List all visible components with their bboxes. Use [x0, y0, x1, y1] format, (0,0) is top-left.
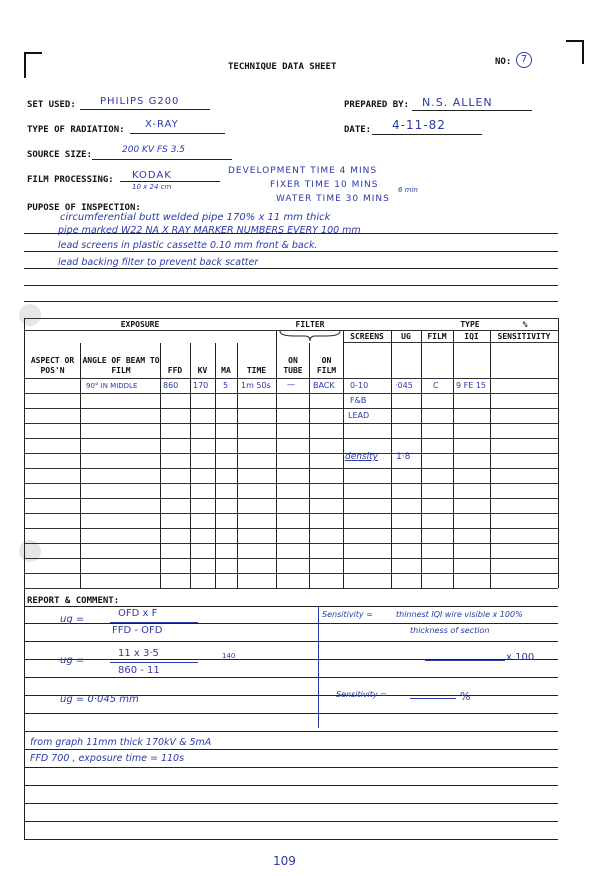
cell-iqi: 9 FE 15 — [456, 381, 487, 390]
ug1-denominator: FFD - OFD — [112, 625, 163, 636]
sens2-fraction-line — [425, 660, 505, 661]
table-col-line — [160, 343, 161, 588]
header-ug: UG — [401, 332, 411, 341]
header-exposure: EXPOSURE — [120, 320, 160, 329]
set-used-line — [80, 109, 210, 110]
ug2-prefix: ug = — [60, 655, 85, 666]
table-bottom-line — [24, 588, 558, 589]
fixer-time: FIXER TIME 10 MINS — [270, 180, 379, 190]
graph-line-1: from graph 11mm thick 170kV & 5mA — [30, 737, 212, 748]
table-col-line — [453, 330, 454, 588]
cell-density-value: 1·8 — [396, 452, 411, 462]
header-type: TYPE — [460, 320, 480, 329]
sensitivity-3-label: Sensitivity = — [336, 690, 387, 699]
film-processing-value: KODAK — [132, 170, 172, 181]
cell-screens-extra-2: LEAD — [348, 411, 370, 420]
cell-film: C — [433, 381, 439, 390]
ruled-line — [24, 749, 558, 750]
set-used-label: SET USED: — [27, 100, 76, 110]
table-col-line — [343, 330, 344, 588]
radiation-value: X-RAY — [145, 119, 179, 130]
table-row-line — [24, 438, 558, 439]
cell-angle: 90° IN MIDDLE — [86, 382, 138, 390]
purpose-line-1: circumferential butt welded pipe 170% x 11 mm thick — [60, 212, 331, 223]
filter-brace-icon — [279, 330, 341, 342]
corner-mark-top-left — [24, 52, 42, 78]
set-used-value: PHILIPS G200 — [100, 96, 180, 107]
header-on-tube: ON TUBE — [283, 356, 303, 375]
ruled-line — [24, 839, 558, 840]
date-label: DATE: — [344, 125, 372, 135]
cell-ma: 5 — [223, 381, 229, 390]
sensitivity-1-label: Sensitivity = — [322, 610, 373, 619]
table-row-line — [24, 483, 558, 484]
ruled-line — [24, 677, 558, 678]
header-angle: ANGLE OF BEAM TO FILM — [82, 356, 160, 375]
ug2-denominator: 860 - 11 — [118, 665, 160, 676]
table-row-line — [24, 498, 558, 499]
date-line — [372, 134, 482, 135]
header-ma: MA — [221, 366, 231, 375]
prepared-by-line — [412, 110, 532, 111]
cell-on-tube: — — [287, 380, 295, 389]
ug3-result: ug = 0·045 mm — [60, 694, 139, 705]
cell-time: 1m 50s — [241, 381, 271, 390]
ug2-numerator: 11 x 3·5 — [118, 648, 159, 659]
table-col-line — [237, 343, 238, 588]
ruled-line — [24, 301, 558, 302]
ruled-line — [24, 821, 558, 822]
development-time: DEVELOPMENT TIME 4 MINS — [228, 166, 378, 176]
ug1-fraction-line — [110, 622, 198, 623]
sensitivity-1-numerator: thinnest IQI wire visible x 100% — [396, 610, 523, 619]
sheet-number-value: 7 — [516, 52, 532, 68]
ruled-line — [24, 785, 558, 786]
table-col-line — [391, 330, 392, 588]
ug1-prefix: ug = — [60, 614, 85, 625]
cell-ffd: 860 — [163, 381, 179, 390]
binder-hole-top — [19, 304, 41, 326]
ruled-line — [24, 731, 558, 732]
ruled-line — [24, 251, 558, 252]
date-value: 4-11-82 — [392, 118, 446, 132]
ruled-line — [24, 641, 558, 642]
film-size: 10 x 24 cm — [132, 183, 172, 191]
ruled-line — [24, 623, 558, 624]
prepared-by-label: PREPARED BY: — [344, 100, 410, 110]
report-margin — [24, 588, 25, 840]
prepared-by-value: N.S. ALLEN — [422, 96, 493, 109]
ug2-side: 140 — [222, 652, 236, 660]
cell-screens: 0-10 — [350, 381, 369, 390]
source-size-value: 200 KV FS 3.5 — [122, 145, 186, 155]
sensitivity-2-tail: x 100 — [506, 652, 535, 663]
page-number: 109 — [273, 854, 296, 868]
header-kv: KV — [197, 366, 208, 375]
table-row-line — [24, 528, 558, 529]
cell-kv: 170 — [193, 381, 209, 390]
header-ffd: FFD — [167, 366, 183, 375]
radiation-label: TYPE OF RADIATION: — [27, 125, 125, 135]
table-col-line — [490, 330, 491, 588]
ruled-line — [24, 268, 558, 269]
ug2-fraction-line — [110, 662, 198, 663]
table-col-line — [421, 330, 422, 588]
table-row-line — [24, 468, 558, 469]
table-subhead-line — [343, 342, 558, 343]
sensitivity-3-percent: % — [460, 690, 471, 703]
header-on-film: ON FILM — [316, 356, 337, 375]
ug1-numerator: OFD x F — [118, 608, 158, 619]
ruled-line — [24, 713, 558, 714]
ruled-line — [24, 285, 558, 286]
sheet-title: TECHNIQUE DATA SHEET — [228, 62, 337, 72]
table-col-line — [309, 343, 310, 588]
header-time: TIME — [246, 366, 267, 375]
source-size-line — [92, 159, 232, 160]
cell-screens-extra-1: F&B — [350, 396, 367, 405]
ruled-line — [24, 233, 558, 234]
table-row-line — [24, 453, 558, 454]
purpose-line-2: pipe marked W22 NA X RAY MARKER NUMBERS EVERY 100 mm — [58, 225, 361, 236]
table-head-line — [24, 378, 558, 379]
table-row-line — [24, 408, 558, 409]
film-processing-label: FILM PROCESSING: — [27, 175, 114, 185]
source-size-label: SOURCE SIZE: — [27, 150, 93, 160]
header-filter: FILTER — [295, 320, 325, 329]
sensitivity-1-denominator: thickness of section — [410, 626, 490, 635]
ruled-line — [24, 606, 558, 607]
table-col-line — [558, 318, 559, 588]
table-row-line — [24, 573, 558, 574]
table-col-line — [190, 343, 191, 588]
purpose-line-4: lead backing filter to prevent back scatter — [58, 257, 259, 268]
table-col-line — [215, 343, 216, 588]
table-col-line — [276, 330, 277, 588]
header-screens: SCREENS — [350, 332, 384, 341]
radiation-line — [130, 133, 225, 134]
cell-ug: ·045 — [395, 381, 413, 390]
table-row-line — [24, 543, 558, 544]
film-processing-line — [120, 181, 220, 182]
sheet-number-label: NO: — [495, 57, 512, 67]
report-divider — [318, 606, 319, 728]
graph-line-2: FFD 700 , exposure time = 110s — [30, 753, 185, 764]
table-row-line — [24, 393, 558, 394]
cell-on-film: BACK — [313, 381, 335, 390]
report-label: REPORT & COMMENT: — [27, 596, 120, 606]
header-film: FILM — [427, 332, 447, 341]
purpose-line-3: lead screens in plastic cassette 0.10 mm front & back. — [58, 240, 318, 251]
sens3-fraction-line — [410, 698, 456, 699]
water-time: WATER TIME 30 MINS — [276, 194, 390, 204]
table-row-line — [24, 513, 558, 514]
cell-density-label: density — [345, 452, 378, 462]
corner-mark-top-right — [566, 40, 584, 64]
ruled-line — [24, 767, 558, 768]
ruled-line — [24, 803, 558, 804]
table-col-line — [80, 343, 81, 588]
table-row-line — [24, 423, 558, 424]
water-time-note: 6 min — [398, 186, 418, 194]
header-percent: % — [522, 320, 528, 329]
header-iqi: IQI — [464, 332, 479, 341]
table-top-line — [24, 318, 558, 319]
purpose-label: PUPOSE OF INSPECTION: — [27, 203, 141, 213]
table-row-line — [24, 558, 558, 559]
header-aspect: ASPECT OR POS'N — [30, 356, 75, 375]
header-sensitivity: SENSITIVITY — [497, 332, 551, 341]
